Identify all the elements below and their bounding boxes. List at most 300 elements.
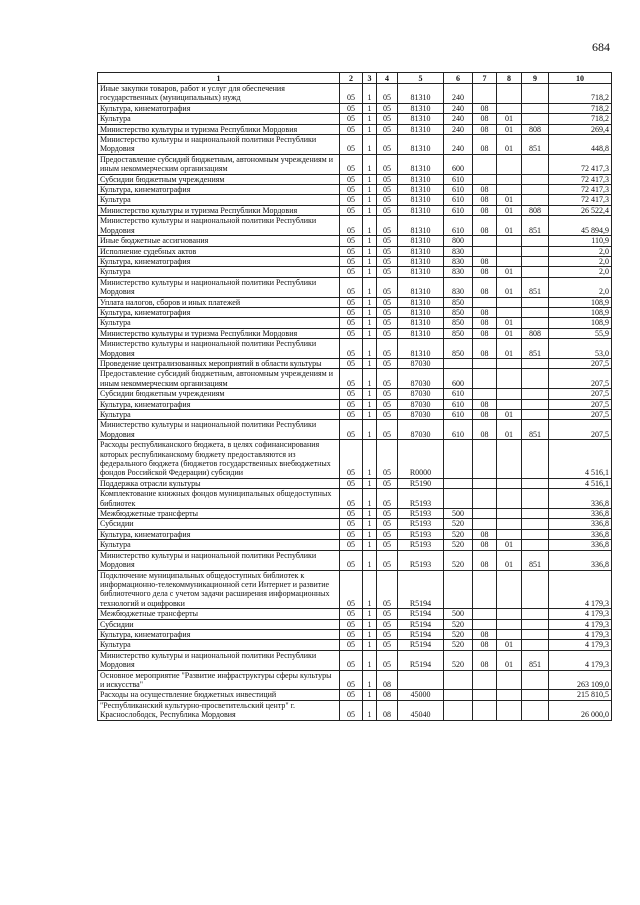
code-cell: 05 (340, 570, 363, 609)
amount-cell: 207,5 (549, 399, 612, 409)
column-header-3: 3 (363, 73, 377, 84)
code-cell: 08 (473, 267, 497, 277)
code-cell (497, 256, 522, 266)
code-cell: 05 (377, 519, 398, 529)
code-cell: 08 (473, 328, 497, 338)
amount-cell: 336,8 (549, 519, 612, 529)
code-cell: 05 (377, 246, 398, 256)
code-cell: 830 (444, 277, 473, 297)
row-name-cell: Министерство культуры и национальной политики Республики Мордовия (98, 216, 340, 236)
code-cell: 05 (377, 640, 398, 650)
code-cell (522, 540, 549, 550)
code-cell: 05 (340, 629, 363, 639)
code-cell (497, 236, 522, 246)
code-cell: R5194 (398, 629, 444, 639)
code-cell: 01 (497, 114, 522, 124)
code-cell: 01 (497, 640, 522, 650)
amount-cell: 336,8 (549, 529, 612, 539)
amount-cell: 72 417,3 (549, 154, 612, 174)
code-cell (522, 307, 549, 317)
code-cell: 05 (340, 277, 363, 297)
code-cell: 830 (444, 246, 473, 256)
code-cell: 05 (377, 619, 398, 629)
code-cell: 240 (444, 114, 473, 124)
code-cell: 08 (473, 205, 497, 215)
code-cell (497, 154, 522, 174)
code-cell: 81310 (398, 339, 444, 359)
code-cell (522, 358, 549, 368)
code-cell (497, 529, 522, 539)
code-cell: 1 (363, 174, 377, 184)
code-cell (522, 174, 549, 184)
table-row (98, 509, 612, 519)
row-name-cell: Культура, кинематография (98, 529, 340, 539)
code-cell: 81310 (398, 185, 444, 195)
code-cell: 08 (473, 185, 497, 195)
code-cell (473, 440, 497, 479)
code-cell: 520 (444, 640, 473, 650)
code-cell: 600 (444, 369, 473, 389)
code-cell: 01 (497, 135, 522, 155)
code-cell: 05 (340, 540, 363, 550)
code-cell: 520 (444, 650, 473, 670)
row-name-cell: Культура, кинематография (98, 185, 340, 195)
code-cell: 05 (377, 185, 398, 195)
code-cell: 87030 (398, 420, 444, 440)
code-cell: 01 (497, 277, 522, 297)
amount-cell: 2,0 (549, 267, 612, 277)
column-header-10: 10 (549, 73, 612, 84)
code-cell: 08 (473, 629, 497, 639)
amount-cell: 718,2 (549, 114, 612, 124)
row-name-cell: Культура, кинематография (98, 256, 340, 266)
code-cell: 05 (377, 550, 398, 570)
code-cell (522, 154, 549, 174)
code-cell: R5194 (398, 619, 444, 629)
amount-cell: 72 417,3 (549, 174, 612, 184)
code-cell: 81310 (398, 256, 444, 266)
code-cell (497, 478, 522, 488)
code-cell: 05 (340, 103, 363, 113)
code-cell: 05 (377, 410, 398, 420)
code-cell: 01 (497, 205, 522, 215)
code-cell: 05 (340, 420, 363, 440)
code-cell (444, 570, 473, 609)
amount-cell: 55,9 (549, 328, 612, 338)
code-cell (522, 103, 549, 113)
code-cell: 08 (473, 420, 497, 440)
code-cell: 1 (363, 619, 377, 629)
code-cell: R5194 (398, 650, 444, 670)
code-cell: 1 (363, 267, 377, 277)
amount-cell: 4 179,3 (549, 609, 612, 619)
code-cell: 05 (340, 328, 363, 338)
column-header-7: 7 (473, 73, 497, 84)
code-cell (473, 246, 497, 256)
amount-cell: 207,5 (549, 389, 612, 399)
code-cell: 1 (363, 700, 377, 720)
code-cell: 08 (473, 399, 497, 409)
code-cell: 81310 (398, 195, 444, 205)
code-cell: 05 (377, 420, 398, 440)
code-cell (497, 103, 522, 113)
code-cell: 05 (377, 195, 398, 205)
code-cell (497, 399, 522, 409)
table-row (98, 185, 612, 195)
code-cell (444, 478, 473, 488)
code-cell (473, 519, 497, 529)
code-cell: 830 (444, 256, 473, 266)
code-cell: 81310 (398, 277, 444, 297)
amount-cell: 108,9 (549, 307, 612, 317)
code-cell: 81310 (398, 205, 444, 215)
table-row (98, 154, 612, 174)
code-cell (522, 195, 549, 205)
row-name-cell: Предоставление субсидий бюджетным, автономным учреждениям и иным некоммерческим организациям (98, 369, 340, 389)
row-name-cell: Культура (98, 267, 340, 277)
row-name-cell: Иные закупки товаров, работ и услуг для обеспечения государственных (муниципальных) нужд (98, 84, 340, 104)
code-cell (497, 297, 522, 307)
code-cell: 851 (522, 650, 549, 670)
code-cell: 05 (340, 114, 363, 124)
amount-cell: 215 810,5 (549, 690, 612, 700)
code-cell (473, 236, 497, 246)
table-row (98, 670, 612, 690)
code-cell (473, 154, 497, 174)
amount-cell: 2,0 (549, 277, 612, 297)
row-name-cell: Министерство культуры и туризма Республики Мордовия (98, 205, 340, 215)
amount-cell: 4 179,3 (549, 650, 612, 670)
code-cell: 610 (444, 185, 473, 195)
table-row (98, 195, 612, 205)
code-cell (522, 629, 549, 639)
code-cell: 240 (444, 135, 473, 155)
column-header-5: 5 (398, 73, 444, 84)
code-cell (522, 690, 549, 700)
row-name-cell: Поддержка отрасли культуры (98, 478, 340, 488)
code-cell: 05 (377, 389, 398, 399)
amount-cell: 72 417,3 (549, 195, 612, 205)
code-cell: 1 (363, 307, 377, 317)
code-cell: 600 (444, 154, 473, 174)
code-cell: 05 (340, 640, 363, 650)
amount-cell: 718,2 (549, 84, 612, 104)
code-cell: 05 (377, 216, 398, 236)
row-name-cell: Предоставление субсидий бюджетным, автономным учреждениям и иным некоммерческим организациям (98, 154, 340, 174)
code-cell: R5190 (398, 478, 444, 488)
code-cell: 08 (473, 135, 497, 155)
row-name-cell: Субсидии бюджетным учреждениям (98, 389, 340, 399)
code-cell: 81310 (398, 318, 444, 328)
code-cell: 610 (444, 410, 473, 420)
code-cell: 08 (377, 700, 398, 720)
code-cell (497, 609, 522, 619)
table-row (98, 256, 612, 266)
table-row (98, 205, 612, 215)
code-cell (522, 318, 549, 328)
table-row (98, 650, 612, 670)
code-cell: 05 (340, 670, 363, 690)
code-cell: 808 (522, 328, 549, 338)
code-cell: 850 (444, 339, 473, 359)
code-cell: R5194 (398, 609, 444, 619)
code-cell: 08 (473, 640, 497, 650)
row-name-cell: Министерство культуры и национальной политики Республики Мордовия (98, 135, 340, 155)
page-number: 684 (592, 40, 610, 54)
code-cell: 05 (340, 205, 363, 215)
amount-cell: 207,5 (549, 369, 612, 389)
code-cell: 08 (473, 124, 497, 134)
row-name-cell: Субсидии (98, 619, 340, 629)
code-cell (497, 307, 522, 317)
table-row (98, 389, 612, 399)
code-cell: 05 (377, 307, 398, 317)
code-cell: 05 (377, 399, 398, 409)
code-cell (473, 570, 497, 609)
code-cell: 800 (444, 236, 473, 246)
code-cell: 08 (473, 650, 497, 670)
amount-cell: 207,5 (549, 420, 612, 440)
code-cell: 05 (377, 103, 398, 113)
code-cell: 05 (377, 358, 398, 368)
code-cell: 1 (363, 256, 377, 266)
row-name-cell: Уплата налогов, сборов и иных платежей (98, 297, 340, 307)
table-row (98, 700, 612, 720)
code-cell: 1 (363, 519, 377, 529)
code-cell: R5193 (398, 489, 444, 509)
column-header-4: 4 (377, 73, 398, 84)
code-cell (473, 297, 497, 307)
code-cell (522, 440, 549, 479)
table-row (98, 619, 612, 629)
code-cell: 1 (363, 509, 377, 519)
code-cell: 05 (377, 489, 398, 509)
code-cell: 240 (444, 124, 473, 134)
row-name-cell: "Республиканский культурно-просветительский центр" г. Краснослободск, Республика Мордовия (98, 700, 340, 720)
code-cell (473, 358, 497, 368)
code-cell: 05 (340, 318, 363, 328)
code-cell: 1 (363, 369, 377, 389)
row-name-cell: Министерство культуры и национальной политики Республики Мордовия (98, 277, 340, 297)
code-cell: 500 (444, 509, 473, 519)
code-cell (497, 570, 522, 609)
code-cell: 45000 (398, 690, 444, 700)
code-cell: 05 (377, 440, 398, 479)
code-cell: 1 (363, 297, 377, 307)
row-name-cell: Культура (98, 114, 340, 124)
code-cell: 05 (377, 205, 398, 215)
table-row (98, 216, 612, 236)
code-cell: 808 (522, 205, 549, 215)
code-cell (522, 509, 549, 519)
code-cell: 05 (377, 509, 398, 519)
code-cell: 850 (444, 318, 473, 328)
code-cell: 01 (497, 420, 522, 440)
table-row (98, 277, 612, 297)
code-cell: 87030 (398, 410, 444, 420)
code-cell (522, 389, 549, 399)
row-name-cell: Министерство культуры и национальной политики Республики Мордовия (98, 550, 340, 570)
code-cell: 08 (473, 550, 497, 570)
table-row (98, 519, 612, 529)
code-cell: 05 (340, 84, 363, 104)
table-row (98, 297, 612, 307)
code-cell (522, 519, 549, 529)
row-name-cell: Культура, кинематография (98, 629, 340, 639)
code-cell: R5194 (398, 640, 444, 650)
code-cell: 05 (377, 154, 398, 174)
table-row (98, 489, 612, 509)
code-cell: 1 (363, 205, 377, 215)
amount-cell: 72 417,3 (549, 185, 612, 195)
code-cell: 08 (473, 114, 497, 124)
table-row (98, 114, 612, 124)
code-cell: 851 (522, 216, 549, 236)
code-cell: 1 (363, 124, 377, 134)
code-cell (522, 619, 549, 629)
code-cell: 1 (363, 195, 377, 205)
code-cell: 1 (363, 529, 377, 539)
table-row (98, 570, 612, 609)
code-cell (473, 84, 497, 104)
row-name-cell: Культура, кинематография (98, 307, 340, 317)
code-cell: R5193 (398, 550, 444, 570)
code-cell: 05 (377, 650, 398, 670)
table-row (98, 478, 612, 488)
code-cell (473, 619, 497, 629)
code-cell: 81310 (398, 114, 444, 124)
code-cell: 08 (473, 216, 497, 236)
code-cell: 1 (363, 246, 377, 256)
code-cell: 05 (377, 328, 398, 338)
code-cell: 05 (377, 529, 398, 539)
code-cell: 05 (340, 154, 363, 174)
code-cell (473, 700, 497, 720)
code-cell: 01 (497, 195, 522, 205)
code-cell: 05 (340, 369, 363, 389)
code-cell: 1 (363, 540, 377, 550)
code-cell: 610 (444, 195, 473, 205)
table-row (98, 307, 612, 317)
code-cell: 08 (473, 103, 497, 113)
row-name-cell: Культура, кинематография (98, 103, 340, 113)
code-cell (473, 389, 497, 399)
column-header-6: 6 (444, 73, 473, 84)
code-cell (497, 629, 522, 639)
code-cell: 850 (444, 307, 473, 317)
code-cell (522, 640, 549, 650)
code-cell: 05 (340, 478, 363, 488)
amount-cell: 336,8 (549, 509, 612, 519)
column-header-8: 8 (497, 73, 522, 84)
code-cell: 81310 (398, 236, 444, 246)
code-cell: 520 (444, 629, 473, 639)
code-cell (522, 246, 549, 256)
code-cell: 05 (377, 369, 398, 389)
code-cell: 610 (444, 389, 473, 399)
row-name-cell: Культура, кинематография (98, 399, 340, 409)
amount-cell: 4 516,1 (549, 440, 612, 479)
code-cell: 05 (340, 550, 363, 570)
code-cell: 1 (363, 650, 377, 670)
row-name-cell: Культура (98, 540, 340, 550)
code-cell: 05 (340, 509, 363, 519)
code-cell: 610 (444, 174, 473, 184)
row-name-cell: Культура (98, 640, 340, 650)
code-cell: 05 (340, 690, 363, 700)
code-cell: 05 (340, 399, 363, 409)
amount-cell: 26 000,0 (549, 700, 612, 720)
code-cell: 1 (363, 103, 377, 113)
code-cell: 87030 (398, 399, 444, 409)
code-cell: 05 (340, 124, 363, 134)
row-name-cell: Министерство культуры и национальной политики Республики Мордовия (98, 650, 340, 670)
code-cell: 1 (363, 389, 377, 399)
code-cell: 05 (377, 540, 398, 550)
code-cell: 01 (497, 318, 522, 328)
code-cell: 851 (522, 135, 549, 155)
code-cell: 05 (340, 236, 363, 246)
code-cell: 1 (363, 358, 377, 368)
code-cell: 08 (473, 277, 497, 297)
code-cell (497, 519, 522, 529)
code-cell (522, 609, 549, 619)
code-cell: 1 (363, 339, 377, 359)
code-cell: 01 (497, 540, 522, 550)
code-cell: 05 (340, 135, 363, 155)
column-header-9: 9 (522, 73, 549, 84)
row-name-cell: Министерство культуры и туризма Республики Мордовия (98, 124, 340, 134)
code-cell: 05 (340, 267, 363, 277)
amount-cell: 4 179,3 (549, 629, 612, 639)
code-cell: 05 (377, 84, 398, 104)
code-cell: 81310 (398, 216, 444, 236)
code-cell: 851 (522, 420, 549, 440)
amount-cell: 4 179,3 (549, 570, 612, 609)
table-row (98, 328, 612, 338)
code-cell: 87030 (398, 358, 444, 368)
code-cell: 81310 (398, 267, 444, 277)
code-cell: 1 (363, 670, 377, 690)
table-row (98, 318, 612, 328)
row-name-cell: Культура (98, 318, 340, 328)
code-cell: 05 (340, 307, 363, 317)
row-name-cell: Основное мероприятие "Развитие инфраструктуры сферы культуры и искусства" (98, 670, 340, 690)
table-row (98, 609, 612, 619)
code-cell (522, 399, 549, 409)
code-cell: 610 (444, 399, 473, 409)
code-cell: 520 (444, 519, 473, 529)
code-cell: 850 (444, 297, 473, 307)
amount-cell: 53,0 (549, 339, 612, 359)
amount-cell: 263 109,0 (549, 670, 612, 690)
code-cell: 81310 (398, 84, 444, 104)
row-name-cell: Культура (98, 195, 340, 205)
code-cell (522, 84, 549, 104)
code-cell: 1 (363, 185, 377, 195)
code-cell (522, 410, 549, 420)
code-cell: 1 (363, 640, 377, 650)
code-cell: 01 (497, 328, 522, 338)
code-cell (497, 246, 522, 256)
code-cell (497, 389, 522, 399)
code-cell: 1 (363, 420, 377, 440)
table-header-row (98, 73, 612, 84)
code-cell: 1 (363, 478, 377, 488)
code-cell (497, 369, 522, 389)
amount-cell: 4 179,3 (549, 619, 612, 629)
table-row (98, 236, 612, 246)
